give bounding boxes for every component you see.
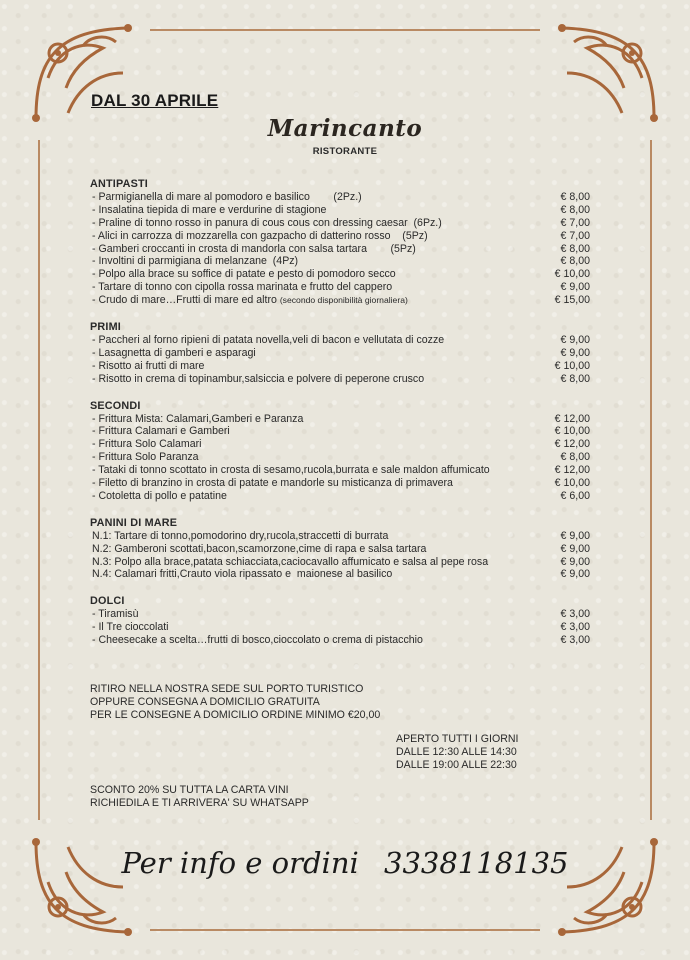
menu-item bbox=[90, 294, 590, 307]
menu-item bbox=[90, 464, 590, 477]
menu-item-name: N.2: Gamberoni scottati,bacon,scamorzone,cime di rapa e salsa tartara bbox=[92, 542, 427, 555]
menu-item-name: - Tataki di tonno scottato in crosta di sesamo,rucola,burrata e sale maldon affumicato bbox=[92, 464, 490, 477]
menu-section bbox=[90, 321, 590, 386]
menu-section bbox=[90, 517, 590, 582]
menu-item bbox=[90, 255, 590, 268]
menu-item-price: € 9,00 bbox=[560, 346, 590, 359]
menu-item bbox=[90, 634, 590, 647]
menu-item-name: - Lasagnetta di gamberi e asparagi bbox=[92, 346, 256, 359]
wine-line: RICHIEDILA E TI ARRIVERA' SU WHATSAPP bbox=[90, 796, 309, 809]
menu-item-price: € 9,00 bbox=[560, 542, 590, 555]
frame-right bbox=[650, 140, 652, 820]
menu-item bbox=[90, 425, 590, 438]
menu-item-price: € 8,00 bbox=[560, 255, 590, 268]
menu-item-name: - Parmigianella di mare al pomodoro e basilico (2Pz.) bbox=[92, 190, 362, 203]
menu-item bbox=[90, 360, 590, 373]
menu-item-price: € 9,00 bbox=[560, 568, 590, 581]
restaurant-name: Marincanto bbox=[267, 115, 423, 142]
menu-item-name: N.4: Calamari fritti,Crauto viola ripassato e maionese al basilico bbox=[92, 568, 393, 581]
menu-item bbox=[90, 490, 590, 503]
menu-item-price: € 3,00 bbox=[560, 608, 590, 621]
menu-item-price: € 8,00 bbox=[560, 190, 590, 203]
hours-line: APERTO TUTTI I GIORNI bbox=[396, 733, 519, 745]
menu-section bbox=[90, 178, 590, 307]
restaurant-subtitle: RISTORANTE bbox=[312, 146, 378, 157]
menu-item-price: € 10,00 bbox=[554, 477, 590, 490]
menu-item bbox=[90, 243, 590, 256]
menu-item-name: - Polpo alla brace su soffice di patate e pesto di pomodoro secco bbox=[92, 268, 396, 281]
menu-item-name: - Crudo di mare…Frutti di mare ed altro bbox=[92, 294, 280, 307]
menu-item-price: € 15,00 bbox=[554, 294, 590, 307]
menu-item-price: € 3,00 bbox=[560, 621, 590, 634]
menu-item bbox=[90, 530, 590, 543]
menu-section bbox=[90, 595, 590, 647]
menu-item-price: € 8,00 bbox=[560, 203, 590, 216]
menu-item-price: € 8,00 bbox=[560, 242, 590, 255]
menu-item bbox=[90, 608, 590, 621]
menu-item-name: - Alici in carrozza di mozzarella con gazpacho di datterino rosso (5Pz) bbox=[92, 229, 428, 242]
menu-item bbox=[90, 191, 590, 204]
section-title: SECONDI bbox=[90, 399, 141, 412]
menu-item-name: - Risotto in crema di topinambur,salsiccia e polvere di peperone crusco bbox=[92, 372, 425, 385]
menu-item bbox=[90, 373, 590, 386]
menu-item-price: € 3,00 bbox=[560, 634, 590, 647]
menu-item-name: - Paccheri al forno ripieni di patata novella,veli di bacon e vellutata di cozze bbox=[92, 333, 445, 346]
menu-item-name: - Il Tre cioccolati bbox=[92, 621, 169, 634]
menu-item-price: € 10,00 bbox=[554, 268, 590, 281]
section-title: ANTIPASTI bbox=[90, 178, 148, 190]
corner-ornament-top-right-icon bbox=[542, 18, 662, 128]
menu-item-name: - Risotto ai frutti di mare bbox=[92, 359, 205, 372]
menu-item-name: N.3: Polpo alla brace,patata schiacciata,caciocavallo affumicato e salsa al pepe rosa bbox=[92, 555, 489, 568]
menu-item-name: - Tiramisù bbox=[92, 608, 139, 621]
menu-item-price: € 6,00 bbox=[560, 489, 590, 502]
menu-item bbox=[90, 204, 590, 217]
menu-item bbox=[90, 543, 590, 556]
menu-item-name: - Gamberi croccanti in crosta di mandorla con salsa tartara (5Pz) bbox=[92, 242, 416, 255]
contact-line bbox=[0, 846, 690, 880]
menu-item bbox=[90, 268, 590, 281]
menu-item-price: € 9,00 bbox=[560, 281, 590, 294]
menu-item-name: - Frittura Calamari e Gamberi bbox=[92, 425, 230, 438]
menu-item bbox=[90, 451, 590, 464]
menu-item-name: - Frittura Solo Paranza bbox=[92, 451, 199, 464]
menu-item-name: - Involtini di parmigiana di melanzane (4Pz) bbox=[92, 255, 299, 268]
menu-item-price: € 12,00 bbox=[554, 464, 590, 477]
menu-item-price: € 9,00 bbox=[560, 529, 590, 542]
menu-item-price: € 8,00 bbox=[560, 372, 590, 385]
hours-line: DALLE 19:00 ALLE 22:30 bbox=[396, 758, 517, 771]
frame-bottom bbox=[150, 929, 540, 931]
delivery-line: OPPURE CONSEGNA A DOMICILIO GRATUITA bbox=[90, 695, 320, 708]
menu-item bbox=[90, 281, 590, 294]
corner-ornament-top-left-icon bbox=[28, 18, 148, 128]
menu-item bbox=[90, 438, 590, 451]
frame-top bbox=[150, 29, 540, 31]
menu-item bbox=[90, 347, 590, 360]
menu-item-price: € 8,00 bbox=[560, 451, 590, 464]
delivery-info bbox=[90, 683, 380, 721]
menu-item-price: € 7,00 bbox=[560, 229, 590, 242]
hours-line: DALLE 12:30 ALLE 14:30 bbox=[396, 745, 517, 758]
menu-item bbox=[90, 477, 590, 490]
menu-item bbox=[90, 413, 590, 426]
menu-item-price: € 10,00 bbox=[554, 425, 590, 438]
menu-item bbox=[90, 334, 590, 347]
frame-left bbox=[38, 140, 40, 820]
delivery-line: RITIRO NELLA NOSTRA SEDE SUL PORTO TURISTICO bbox=[90, 683, 364, 695]
menu-item bbox=[90, 621, 590, 634]
contact-label: Per info e ordini bbox=[121, 846, 359, 880]
menu-item bbox=[90, 556, 590, 569]
menu-item-price: € 10,00 bbox=[554, 359, 590, 372]
wine-line: SCONTO 20% SU TUTTA LA CARTA VINI bbox=[90, 784, 289, 796]
brand-block bbox=[0, 115, 690, 157]
menu-item bbox=[90, 230, 590, 243]
section-title: DOLCI bbox=[90, 595, 125, 608]
menu-item-price: € 12,00 bbox=[554, 412, 590, 425]
menu-item-name: - Tartare di tonno con cipolla rossa marinata e frutto del cappero bbox=[92, 281, 393, 294]
menu-section bbox=[90, 400, 590, 503]
menu-item-name: - Filetto di branzino in crosta di patate e mandorle su misticanza di primavera bbox=[92, 477, 453, 490]
menu-item-price: € 12,00 bbox=[554, 438, 590, 451]
menu-item-name: - Insalatina tiepida di mare e verdurine di stagione bbox=[92, 203, 327, 216]
menu-item-name: - Cheesecake a scelta…frutti di bosco,cioccolato o crema di pistacchio bbox=[92, 634, 423, 647]
section-title: PANINI DI MARE bbox=[90, 516, 178, 529]
menu-item bbox=[90, 568, 590, 581]
delivery-line: PER LE CONSEGNE A DOMICILIO ORDINE MINIMO €20,00 bbox=[90, 708, 381, 721]
section-title: PRIMI bbox=[90, 321, 121, 334]
menu-item-price: € 9,00 bbox=[560, 333, 590, 346]
menu-item-name: N.1: Tartare di tonno,pomodorino dry,rucola,straccetti di burrata bbox=[92, 529, 389, 542]
menu-item-note: (secondo disponibilità giornaliera) bbox=[279, 295, 408, 306]
menu-item bbox=[90, 217, 590, 230]
menu-item-price: € 9,00 bbox=[560, 555, 590, 568]
date-banner: DAL 30 APRILE bbox=[91, 91, 219, 110]
wine-promo bbox=[90, 784, 309, 810]
menu-item-name: - Praline di tonno rosso in panura di cous cous con dressing caesar (6Pz.) bbox=[92, 216, 442, 229]
menu-item-name: - Cotoletta di pollo e patatine bbox=[92, 489, 227, 502]
menu-item-name: - Frittura Solo Calamari bbox=[92, 438, 202, 451]
opening-hours bbox=[396, 733, 518, 771]
contact-phone[interactable]: 3338118135 bbox=[384, 846, 569, 880]
menu-item-name: - Frittura Mista: Calamari,Gamberi e Paranza bbox=[92, 412, 304, 425]
menu-item-price: € 7,00 bbox=[560, 216, 590, 229]
menu-list bbox=[90, 178, 590, 661]
